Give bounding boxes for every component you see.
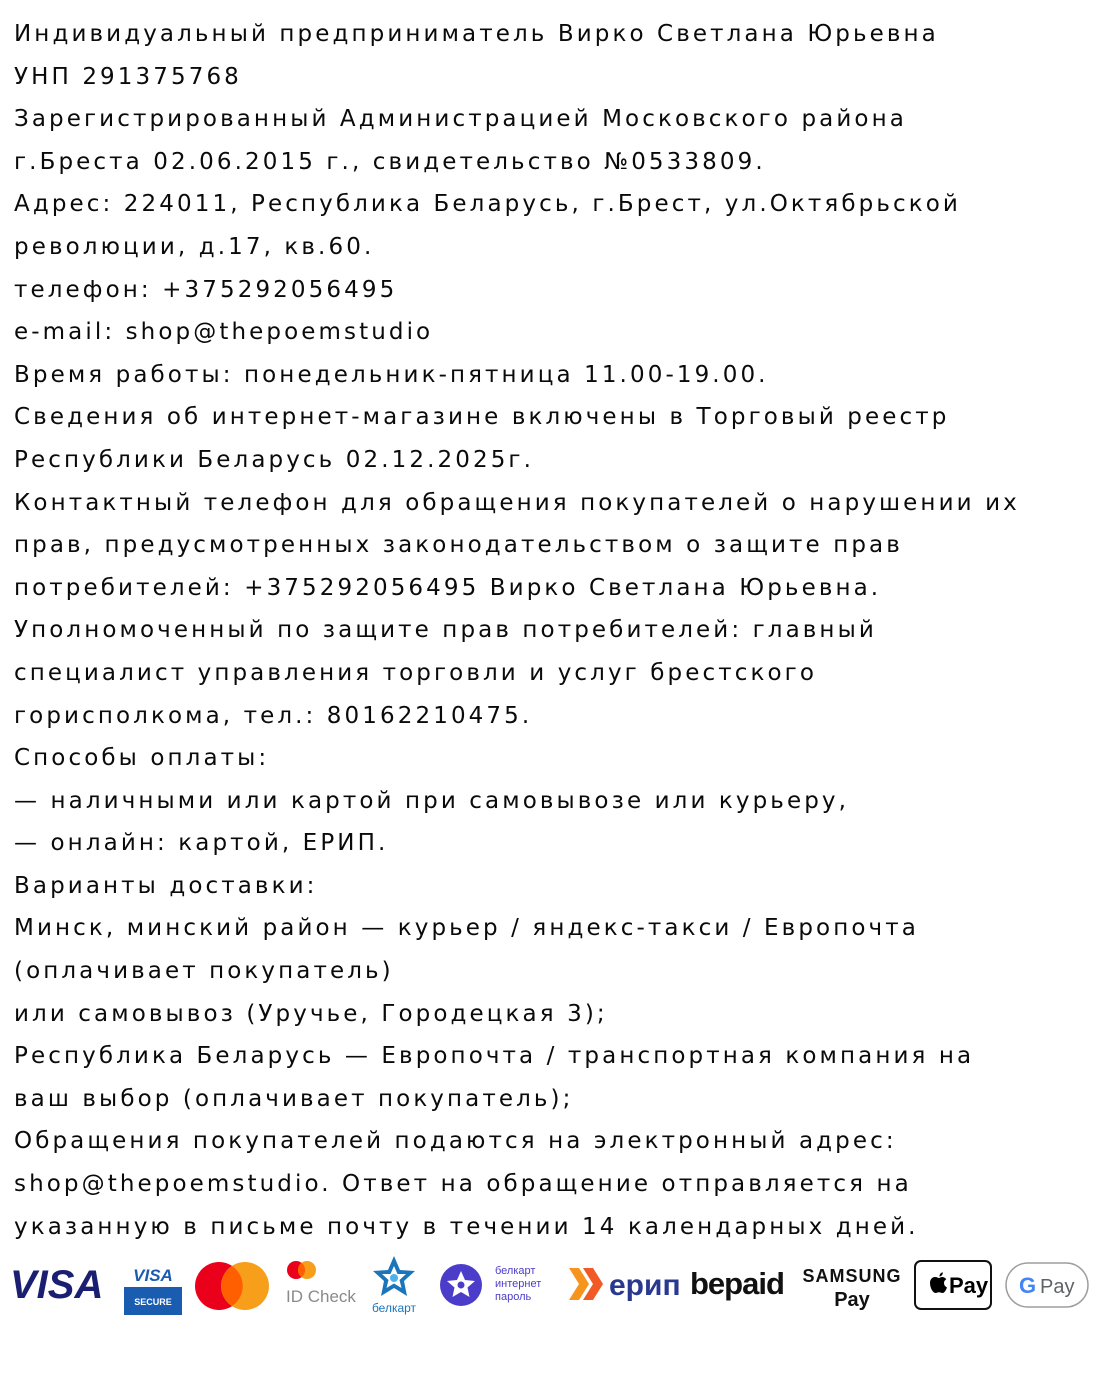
- document-line: Адрес: 224011, Республика Беларусь, г.Брест, ул.Октябрьской: [14, 191, 961, 218]
- document-line: — наличными или картой при самовывозе или курьеру,: [14, 787, 850, 814]
- mastercard-logo: [193, 1260, 273, 1312]
- visa-logo-text: VISA: [10, 1263, 104, 1307]
- document-line: Контактный телефон для обращения покупателей о нарушении их: [14, 489, 1020, 516]
- samsung-pay-bottom-text: Pay: [834, 1289, 870, 1311]
- belkart-password-line-3: пароль: [495, 1291, 532, 1303]
- document-line: Обращения покупателей подаются на электронный адрес:: [14, 1128, 897, 1155]
- document-line: Сведения об интернет-магазине включены в Торговый реестр: [14, 404, 950, 431]
- belkart-logo: [364, 1252, 424, 1316]
- document-line: телефон: +375292056495: [14, 276, 398, 303]
- bepaid-logo: [690, 1264, 794, 1308]
- document-line: прав, предусмотренных законодательством о защите прав: [14, 532, 903, 559]
- document-line: г.Бреста 02.06.2015 г., свидетельство №0533809.: [14, 148, 766, 175]
- apple-pay-logo: [914, 1260, 992, 1312]
- document-line: Способы оплаты:: [14, 745, 270, 772]
- document-line: указанную в письме почту в течении 14 календарных дней.: [14, 1213, 919, 1240]
- google-pay-logo: [1005, 1262, 1089, 1310]
- document-line: (оплачивает покупатель): [14, 958, 394, 985]
- document-line: УНП 291375768: [14, 63, 242, 90]
- erip-logo: [569, 1264, 679, 1308]
- document-line: Индивидуальный предприниматель Вирко Светлана Юрьевна: [14, 21, 939, 47]
- document-line: Минск, минский район — курьер / яндекс-такси / Европочта: [14, 915, 919, 942]
- document-line: Республика Беларусь — Европочта / транспортная компания на: [14, 1043, 975, 1070]
- legal-info-text: [14, 13, 1094, 1248]
- apple-pay-text: Pay: [949, 1273, 989, 1298]
- visa-logo: [10, 1262, 110, 1306]
- belkart-text: белкарт: [371, 1301, 417, 1315]
- belkart-password-line-1: белкарт: [495, 1265, 536, 1277]
- samsung-pay-top-text: SAMSUNG: [802, 1266, 902, 1286]
- document-line: e-mail: shop@thepoemstudio: [14, 319, 434, 346]
- belkart-password-logo: [437, 1259, 559, 1311]
- id-check-text: ID Check: [286, 1287, 356, 1306]
- samsung-pay-logo: [804, 1264, 900, 1316]
- belkart-password-line-2: интернет: [495, 1278, 542, 1290]
- bepaid-text: bepaid: [690, 1266, 784, 1301]
- document-line: специалист управления торговли и услуг брестского: [14, 659, 818, 686]
- document-line: Время работы: понедельник-пятница 11.00-19.00.: [14, 361, 769, 388]
- id-check-logo: [286, 1259, 360, 1311]
- document-line: — онлайн: картой, ЕРИП.: [14, 830, 389, 857]
- document-line: ваш выбор (оплачивает покупатель);: [14, 1085, 574, 1112]
- document-line: Варианты доставки:: [14, 872, 318, 899]
- document-line: потребителей: +375292056495 Вирко Светлана Юрьевна.: [14, 574, 882, 601]
- google-g-icon: G: [1019, 1273, 1037, 1298]
- payment-logos-row: [0, 1250, 1100, 1330]
- document-line: Уполномоченный по защите прав потребителей: главный: [14, 617, 877, 644]
- document-line: Зарегистрированный Администрацией Московского района: [14, 106, 907, 133]
- document-line: революции, д.17, кв.60.: [14, 233, 375, 260]
- document-line: Республики Беларусь 02.12.2025г.: [14, 446, 535, 473]
- document-line: или самовывоз (Уручье, Городецкая 3);: [14, 1000, 608, 1027]
- visa-secure-bottom-text: SECURE: [134, 1297, 172, 1307]
- visa-secure-top-text: VISA: [133, 1266, 173, 1285]
- erip-text: ерип: [609, 1269, 681, 1302]
- visa-secure-logo: [124, 1263, 182, 1319]
- document-line: горисполкома, тел.: 80162210475.: [14, 702, 533, 729]
- document-line: shop@thepoemstudio. Ответ на обращение отправляется на: [14, 1171, 912, 1198]
- google-pay-text: Pay: [1040, 1276, 1075, 1298]
